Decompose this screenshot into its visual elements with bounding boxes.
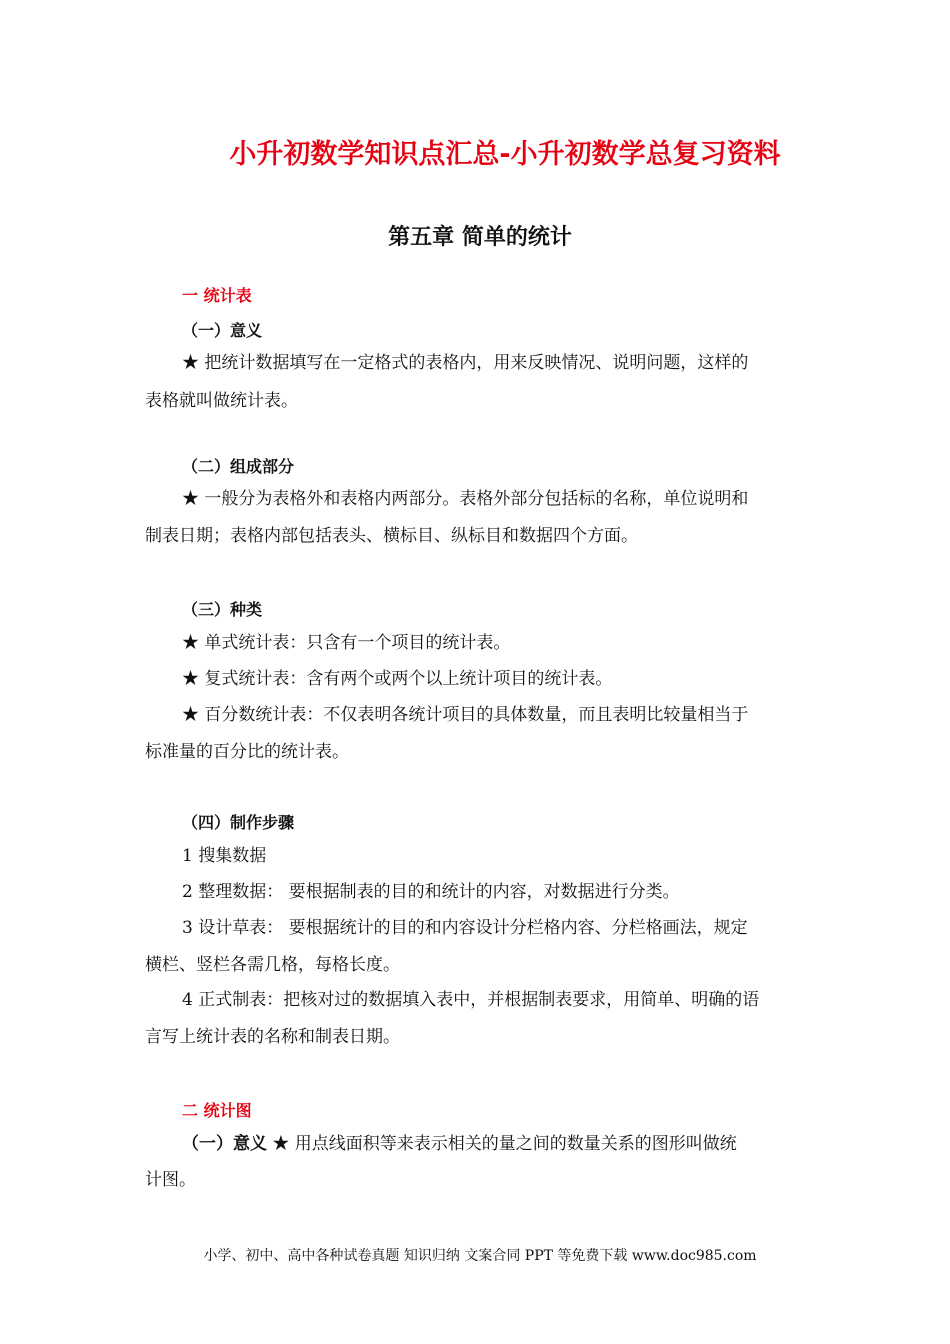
subheading-steps: （四）制作步骤 — [182, 813, 295, 832]
list-item: ★ 百分数统计表：不仅表明各统计项目的具体数量，而且表明比较量相当于 — [182, 705, 749, 725]
paragraph-line: 计图。 — [145, 1170, 196, 1190]
paragraph-line: ★ 把统计数据填写在一定格式的表格内，用来反映情况、说明问题，这样的 — [182, 353, 749, 373]
step-item: 3 设计草表： 要根据统计的目的和内容设计分栏格内容、分栏格画法，规定 — [182, 918, 748, 938]
list-item: ★ 复式统计表：含有两个或两个以上统计项目的统计表。 — [182, 669, 613, 689]
subheading-types: （三）种类 — [182, 600, 263, 619]
subheading-meaning-inline: （一）意义 — [182, 1134, 267, 1154]
step-item-continued: 言写上统计表的名称和制表日期。 — [145, 1027, 400, 1047]
subheading-components: （二）组成部分 — [182, 457, 295, 476]
step-item: 2 整理数据： 要根据制表的目的和统计的内容，对数据进行分类。 — [182, 882, 680, 902]
section-heading-statistics-table: 一 统计表 — [182, 286, 252, 305]
paragraph-line: ★ 一般分为表格外和表格内两部分。表格外部分包括标的名称，单位说明和 — [182, 489, 749, 509]
subheading-meaning: （一）意义 — [182, 321, 263, 340]
section-heading-statistics-chart: 二 统计图 — [182, 1101, 252, 1120]
document-title: 小升初数学知识点汇总-小升初数学总复习资料 — [229, 139, 781, 170]
step-item: 1 搜集数据 — [182, 846, 267, 866]
paragraph-line: 表格就叫做统计表。 — [145, 391, 298, 411]
paragraph-line: 制表日期；表格内部包括表头、横标目、纵标目和数据四个方面。 — [145, 526, 638, 546]
step-item-continued: 横栏、竖栏各需几格，每格长度。 — [145, 955, 400, 975]
step-item: 4 正式制表：把核对过的数据填入表中，并根据制表要求，用简单、明确的语 — [182, 990, 760, 1010]
list-item-continued: 标准量的百分比的统计表。 — [145, 742, 349, 762]
footer-text: 小学、初中、高中各种试卷真题 知识归纳 文案合同 PPT 等免费下载 www.doc985.com — [203, 1248, 757, 1264]
list-item: ★ 单式统计表：只含有一个项目的统计表。 — [182, 633, 511, 653]
paragraph-text: ★ 用点线面积等来表示相关的量之间的数量关系的图形叫做统 — [267, 1134, 737, 1154]
chapter-heading: 第五章 简单的统计 — [388, 225, 572, 250]
paragraph-line — [182, 1133, 737, 1155]
